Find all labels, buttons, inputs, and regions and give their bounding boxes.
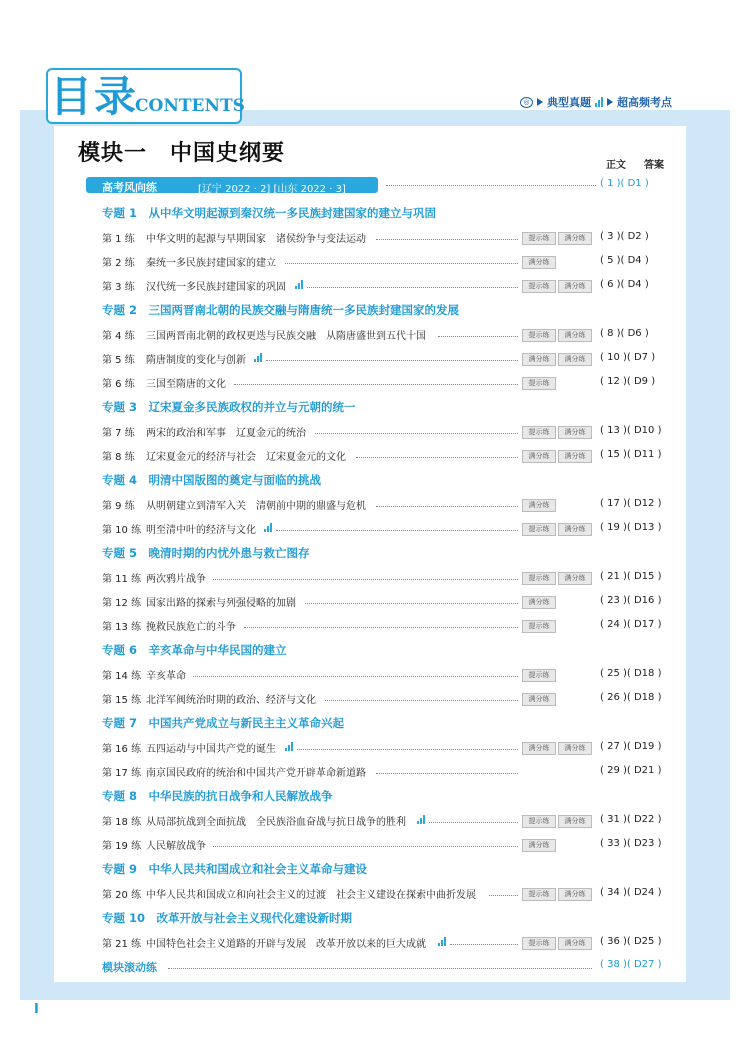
- practice-tag: 满分练: [558, 329, 592, 342]
- lesson-number: 第 2 练: [102, 258, 135, 269]
- lesson-pages: ( 26 )( D18 ): [600, 692, 662, 703]
- practice-tag: 满分练: [522, 353, 556, 366]
- unit-heading[interactable]: [0, 302, 750, 322]
- leader-dots: [213, 846, 518, 847]
- leader-dots: [213, 579, 518, 580]
- practice-tag: 满分练: [522, 742, 556, 755]
- unit-title: 专题 5 晚清时期的内忧外患与救亡图存: [102, 546, 310, 560]
- leader-dots: [450, 944, 518, 945]
- lesson-number: 第 15 练: [102, 695, 142, 706]
- legend-typical-label: 典型真题: [547, 96, 591, 109]
- unit-title: 专题 3 辽宋夏金多民族政权的并立与元朝的统一: [102, 400, 356, 414]
- leader-dots: [307, 287, 518, 288]
- lesson-pages: ( 12 )( D9 ): [600, 376, 656, 387]
- practice-tag: 满分练: [558, 523, 592, 536]
- lesson-title: 人民解放战争: [146, 841, 206, 852]
- lesson-row[interactable]: [0, 448, 750, 468]
- play-arrow-icon: [607, 98, 613, 106]
- lesson-row[interactable]: [0, 230, 750, 250]
- lesson-number: 第 14 练: [102, 671, 142, 682]
- lesson-row[interactable]: [0, 886, 750, 906]
- lesson-number: 第 11 练: [102, 574, 142, 585]
- column-header-answer: 答案: [644, 160, 664, 171]
- practice-tag: 满分练: [522, 839, 556, 852]
- gaokao-sources: [辽宁 2022 · 2] [山东 2022 · 3]: [198, 184, 346, 195]
- lesson-row[interactable]: [0, 521, 750, 541]
- unit-title: 专题 9 中华人民共和国成立和社会主义革命与建设: [102, 862, 368, 876]
- lesson-row[interactable]: [0, 351, 750, 371]
- lesson-title: 汉代统一多民族封建国家的巩固: [146, 282, 286, 293]
- review-pages: ( 38 )( D27 ): [600, 959, 662, 970]
- module-title: 模块一 中国史纲要: [78, 140, 286, 166]
- lesson-row[interactable]: [0, 424, 750, 444]
- typical-question-icon: ◎: [520, 97, 533, 108]
- lesson-title: 南京国民政府的统治和中国共产党开辟革命新道路: [146, 768, 366, 779]
- practice-tag: 满分练: [522, 499, 556, 512]
- leader-dots: [276, 530, 518, 531]
- lesson-title: 从局部抗战到全面抗战 全民族浴血奋战与抗日战争的胜利: [146, 817, 406, 828]
- lesson-number: 第 6 练: [102, 379, 135, 390]
- lesson-number: 第 5 练: [102, 355, 135, 366]
- lesson-pages: ( 25 )( D18 ): [600, 668, 662, 679]
- lesson-pages: ( 27 )( D19 ): [600, 741, 662, 752]
- hot-topic-icon: [285, 742, 293, 751]
- lesson-title: 隋唐制度的变化与创新: [146, 355, 246, 366]
- lesson-pages: ( 13 )( D10 ): [600, 425, 662, 436]
- play-arrow-icon: [537, 98, 543, 106]
- lesson-title: 辽宋夏金元的经济与社会 辽宋夏金元的文化: [146, 452, 346, 463]
- lesson-title: 秦统一多民族封建国家的建立: [146, 258, 276, 269]
- lesson-pages: ( 15 )( D11 ): [600, 449, 662, 460]
- lesson-title: 挽救民族危亡的斗争: [146, 622, 236, 633]
- unit-heading[interactable]: [0, 472, 750, 492]
- practice-tag: 满分练: [558, 353, 592, 366]
- lesson-row[interactable]: [0, 935, 750, 955]
- practice-tag: 提示练: [522, 572, 556, 585]
- leader-dots: [356, 457, 518, 458]
- lesson-pages: ( 33 )( D23 ): [600, 838, 662, 849]
- unit-title: 专题 8 中华民族的抗日战争和人民解放战争: [102, 789, 333, 803]
- lesson-title: 三国两晋南北朝的政权更迭与民族交融 从隋唐盛世到五代十国: [146, 331, 426, 342]
- lesson-pages: ( 3 )( D2 ): [600, 231, 649, 242]
- lesson-title: 辛亥革命: [146, 671, 186, 682]
- practice-tag: 满分练: [558, 280, 592, 293]
- practice-tag: 提示练: [522, 669, 556, 682]
- lesson-row[interactable]: [0, 254, 750, 274]
- lesson-pages: ( 5 )( D4 ): [600, 255, 649, 266]
- lesson-number: 第 8 练: [102, 452, 135, 463]
- column-header-main: 正文: [606, 160, 626, 171]
- lesson-row[interactable]: [0, 497, 750, 517]
- lesson-number: 第 17 练: [102, 768, 142, 779]
- unit-heading[interactable]: [0, 788, 750, 808]
- leader-dots: [386, 185, 596, 186]
- leader-dots: [193, 676, 518, 677]
- legend: [520, 94, 672, 110]
- practice-tag: 提示练: [522, 815, 556, 828]
- lesson-row[interactable]: [0, 570, 750, 590]
- leader-dots: [325, 700, 518, 701]
- lesson-title: 三国至隋唐的文化: [146, 379, 226, 390]
- practice-tag: 满分练: [522, 256, 556, 269]
- review-label: 模块滚动练: [102, 961, 157, 974]
- unit-heading[interactable]: [0, 642, 750, 662]
- unit-heading[interactable]: [0, 910, 750, 930]
- practice-tag: 提示练: [522, 280, 556, 293]
- lesson-number: 第 19 练: [102, 841, 142, 852]
- practice-tag: 提示练: [522, 232, 556, 245]
- lesson-number: 第 7 练: [102, 428, 135, 439]
- unit-heading[interactable]: [0, 205, 750, 225]
- lesson-number: 第 20 练: [102, 890, 142, 901]
- lesson-pages: ( 24 )( D17 ): [600, 619, 662, 630]
- lesson-row[interactable]: [0, 837, 750, 857]
- practice-tag: 满分练: [558, 815, 592, 828]
- lesson-number: 第 13 练: [102, 622, 142, 633]
- gaokao-pages: ( 1 )( D1 ): [600, 178, 649, 189]
- practice-tag: 满分练: [522, 596, 556, 609]
- hot-topic-icon: [295, 280, 303, 289]
- page-number: I: [34, 1002, 39, 1017]
- leader-dots: [438, 336, 518, 337]
- lesson-number: 第 12 练: [102, 598, 142, 609]
- lesson-row[interactable]: [0, 813, 750, 833]
- practice-tag: 提示练: [522, 329, 556, 342]
- leader-dots: [429, 822, 518, 823]
- unit-title: 专题 4 明清中国版图的奠定与面临的挑战: [102, 473, 322, 487]
- lesson-pages: ( 8 )( D6 ): [600, 328, 649, 339]
- practice-tag: 满分练: [558, 572, 592, 585]
- hot-topic-icon: [438, 937, 446, 946]
- lesson-pages: ( 6 )( D4 ): [600, 279, 649, 290]
- unit-title: 专题 6 辛亥革命与中华民国的建立: [102, 643, 287, 657]
- practice-tag: 满分练: [522, 450, 556, 463]
- lesson-pages: ( 17 )( D12 ): [600, 498, 662, 509]
- leader-dots: [489, 895, 518, 896]
- practice-tag: 满分练: [558, 232, 592, 245]
- lesson-pages: ( 36 )( D25 ): [600, 936, 662, 947]
- lesson-title: 北洋军阀统治时期的政治、经济与文化: [146, 695, 316, 706]
- lesson-pages: ( 23 )( D16 ): [600, 595, 662, 606]
- unit-title: 专题 10 改革开放与社会主义现代化建设新时期: [102, 911, 353, 925]
- practice-tag: 提示练: [522, 937, 556, 950]
- lesson-title: 明至清中叶的经济与文化: [146, 525, 256, 536]
- lesson-pages: ( 19 )( D13 ): [600, 522, 662, 533]
- gaokao-label: 高考风向练: [102, 181, 157, 194]
- lesson-row[interactable]: [0, 740, 750, 760]
- leader-dots: [376, 506, 518, 507]
- practice-tag: 提示练: [522, 426, 556, 439]
- leader-dots: [234, 384, 518, 385]
- lesson-number: 第 3 练: [102, 282, 135, 293]
- leader-dots: [266, 360, 518, 361]
- practice-tag: 满分练: [558, 742, 592, 755]
- lesson-row[interactable]: [0, 327, 750, 347]
- signal-bars-icon: [595, 97, 603, 107]
- lesson-row[interactable]: [0, 691, 750, 711]
- leader-dots: [315, 433, 518, 434]
- practice-tag: 满分练: [558, 888, 592, 901]
- leader-dots: [376, 773, 518, 774]
- practice-tag: 提示练: [522, 377, 556, 390]
- hot-topic-icon: [264, 523, 272, 532]
- lesson-row[interactable]: [0, 375, 750, 395]
- lesson-row[interactable]: [0, 618, 750, 638]
- lesson-row[interactable]: [0, 764, 750, 784]
- lesson-title: 中华人民共和国成立和向社会主义的过渡 社会主义建设在探索中曲折发展: [146, 890, 476, 901]
- practice-tag: 满分练: [558, 937, 592, 950]
- practice-tag: 提示练: [522, 620, 556, 633]
- review-row[interactable]: [0, 959, 750, 979]
- unit-heading[interactable]: [0, 399, 750, 419]
- unit-title: 专题 1 从中华文明起源到秦汉统一多民族封建国家的建立与巩固: [102, 206, 437, 220]
- practice-tag: 满分练: [522, 693, 556, 706]
- page-title-english: CONTENTS: [135, 96, 245, 116]
- hot-topic-icon: [417, 815, 425, 824]
- lesson-pages: ( 10 )( D7 ): [600, 352, 656, 363]
- practice-tag: 满分练: [558, 450, 592, 463]
- lesson-row[interactable]: [0, 594, 750, 614]
- lesson-number: 第 10 练: [102, 525, 142, 536]
- page-title: 目录: [50, 72, 139, 121]
- lesson-number: 第 18 练: [102, 817, 142, 828]
- lesson-title: 中国特色社会主义道路的开辟与发展 改革开放以来的巨大成就: [146, 939, 426, 950]
- leader-dots: [297, 749, 518, 750]
- lesson-title: 国家出路的探索与列强侵略的加剧: [146, 598, 296, 609]
- frame-bottom-border: [20, 982, 730, 1000]
- gaokao-row[interactable]: [86, 176, 686, 194]
- unit-heading[interactable]: [0, 715, 750, 735]
- lesson-title: 五四运动与中国共产党的诞生: [146, 744, 276, 755]
- leader-dots: [376, 239, 518, 240]
- gaokao-banner: [86, 177, 378, 193]
- lesson-pages: ( 29 )( D21 ): [600, 765, 662, 776]
- lesson-title: 从明朝建立到清军入关 清朝前中期的鼎盛与危机: [146, 501, 366, 512]
- unit-heading[interactable]: [0, 545, 750, 565]
- lesson-number: 第 16 练: [102, 744, 142, 755]
- lesson-pages: ( 21 )( D15 ): [600, 571, 662, 582]
- leader-dots: [168, 968, 592, 969]
- leader-dots: [244, 627, 518, 628]
- leader-dots: [285, 263, 518, 264]
- lesson-number: 第 21 练: [102, 939, 142, 950]
- lesson-title: 两次鸦片战争: [146, 574, 206, 585]
- lesson-pages: ( 31 )( D22 ): [600, 814, 662, 825]
- lesson-number: 第 1 练: [102, 234, 135, 245]
- legend-hot-label: 超高频考点: [617, 96, 672, 109]
- unit-heading[interactable]: [0, 861, 750, 881]
- lesson-row[interactable]: [0, 278, 750, 298]
- lesson-title: 两宋的政治和军事 辽夏金元的统治: [146, 428, 306, 439]
- lesson-title: 中华文明的起源与早期国家 诸侯纷争与变法运动: [146, 234, 366, 245]
- lesson-number: 第 4 练: [102, 331, 135, 342]
- practice-tag: 提示练: [522, 888, 556, 901]
- practice-tag: 提示练: [522, 523, 556, 536]
- lesson-number: 第 9 练: [102, 501, 135, 512]
- unit-title: 专题 2 三国两晋南北朝的民族交融与隋唐统一多民族封建国家的发展: [102, 303, 460, 317]
- hot-topic-icon: [254, 353, 262, 362]
- lesson-row[interactable]: [0, 667, 750, 687]
- unit-title: 专题 7 中国共产党成立与新民主主义革命兴起: [102, 716, 345, 730]
- leader-dots: [305, 603, 518, 604]
- lesson-pages: ( 34 )( D24 ): [600, 887, 662, 898]
- practice-tag: 满分练: [558, 426, 592, 439]
